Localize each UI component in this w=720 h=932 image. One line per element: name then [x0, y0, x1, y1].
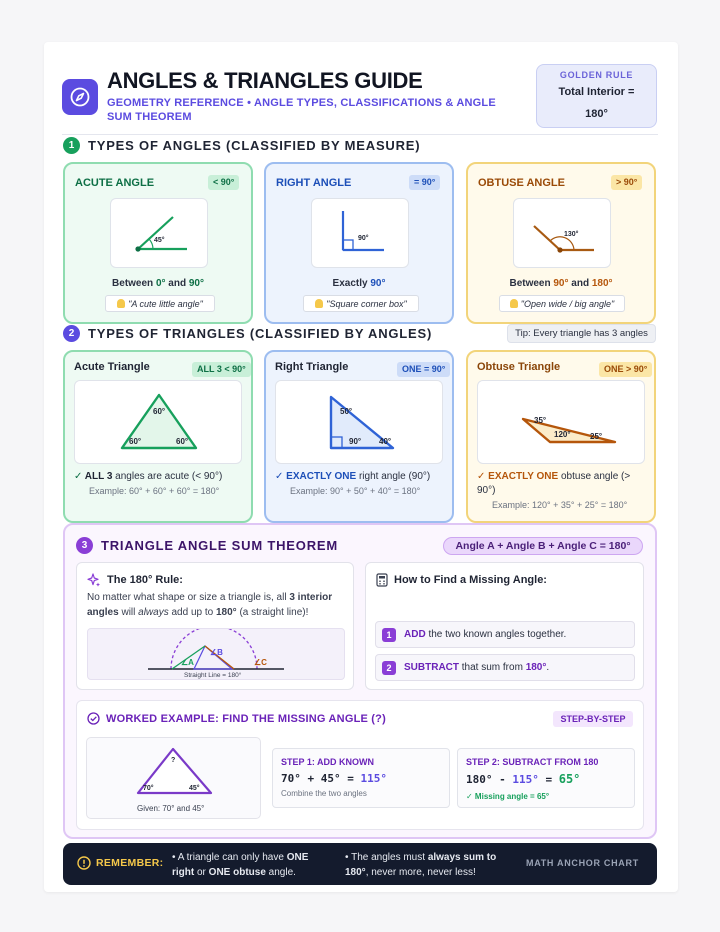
obtuse-angle-card: [466, 162, 656, 324]
obtuse-triangle-diagram: [477, 380, 645, 464]
section1-title: TYPES OF ANGLES (CLASSIFIED BY MEASURE): [88, 138, 421, 153]
right-triangle-diagram: [275, 380, 443, 464]
acute-angle-title: ACUTE ANGLE: [75, 177, 155, 189]
section1-heading: [63, 137, 420, 154]
right-triangle-description: ✓ EXACTLY ONE right angle (90°): [275, 471, 431, 482]
worked-step1-box: [272, 748, 450, 808]
worked-step2-label: STEP 2: SUBTRACT FROM 180: [466, 757, 599, 767]
alert-circle-icon: [77, 856, 91, 870]
straight-line-diagram: [87, 628, 345, 680]
right-triangle-angle-corner: 90°: [349, 437, 362, 446]
acute-angle-card: [63, 162, 253, 324]
obtuse-angle-range: Between 90° and 180°: [509, 278, 613, 289]
acute-triangle-diagram: [74, 380, 242, 464]
right-angle-card: [264, 162, 454, 324]
page-title: ANGLES & TRIANGLES GUIDE: [107, 68, 423, 93]
acute-angle-badge: < 90°: [208, 175, 239, 190]
right-angle-range: Exactly 90°: [332, 278, 386, 289]
remember-bar: [63, 843, 657, 885]
obtuse-angle-diagram: [513, 198, 611, 268]
acute-triangle-description: ✓ ALL 3 angles are acute (< 90°): [74, 471, 223, 482]
section2-title: TYPES OF TRIANGLES (CLASSIFIED BY ANGLES): [88, 326, 433, 341]
straight-line-label: Straight Line = 180°: [184, 672, 242, 679]
acute-angle-range: Between 0° and 90°: [112, 278, 204, 289]
obtuse-triangle-card: [466, 350, 656, 523]
obtuse-triangle-badge: ONE > 90°: [599, 362, 652, 377]
worked-given: Given: 70° and 45°: [137, 804, 205, 813]
worked-angle-70: 70°: [143, 785, 154, 792]
golden-rule-line2: 180°: [585, 108, 608, 120]
obtuse-triangle-description: ✓ EXACTLY ONE obtuse angle (> 90°): [477, 471, 631, 496]
obtuse-triangle-angle-left: 35°: [534, 416, 547, 425]
acute-angle-diagram: [110, 198, 208, 268]
acute-triangle-angle-right: 60°: [176, 437, 189, 446]
step-by-step-badge: STEP-BY-STEP: [553, 711, 633, 727]
anchor-chart-tag: MATH ANCHOR CHART: [526, 858, 639, 868]
right-triangle-example: Example: 90° + 50° + 40° = 180°: [290, 486, 421, 496]
worked-angle-45: 45°: [189, 785, 200, 792]
right-triangle-angle-top: 50°: [340, 407, 353, 416]
page-subtitle: GEOMETRY REFERENCE • ANGLE TYPES, CLASSIFICATIONS & ANGLE SUM THEOREM: [107, 97, 496, 123]
worked-step1-expression: 70° + 45° = 115°: [281, 772, 387, 785]
angle-sum-formula: Angle A + Angle B + Angle C = 180°: [443, 537, 643, 555]
right-triangle-badge: ONE = 90°: [397, 362, 450, 377]
missing-angle-heading: How to Find a Missing Angle:: [376, 573, 547, 587]
check-icon: ✓: [275, 471, 287, 482]
acute-triangle-badge: ALL 3 < 90°: [192, 362, 251, 377]
lightbulb-icon: [510, 299, 518, 308]
missing-step-1: 1 ADD the two known angles together.: [375, 621, 635, 648]
rule-heading: The 180° Rule:: [87, 573, 183, 587]
acute-triangle-card: [63, 350, 253, 523]
acute-angle-note: "A cute little angle": [105, 295, 215, 312]
section2-heading: [63, 325, 432, 342]
worked-step2-expression: 180° - 115° = 65°: [466, 772, 581, 786]
angle-b-label: ∠B: [210, 648, 223, 657]
section3-number: 3: [76, 537, 93, 554]
obtuse-angle-note: "Open wide / big angle": [499, 295, 625, 312]
worked-step2-note: ✓ Missing angle = 65°: [466, 792, 550, 801]
rule-box: [76, 562, 354, 690]
acute-angle-measure: 45°: [154, 237, 165, 244]
worked-triangle-diagram: [86, 737, 261, 819]
acute-triangle-angle-top: 60°: [153, 407, 166, 416]
right-triangle-title: Right Triangle: [275, 361, 349, 373]
obtuse-angle-title: OBTUSE ANGLE: [478, 177, 565, 189]
right-angle-badge: = 90°: [409, 175, 440, 190]
right-triangle-card: [264, 350, 454, 523]
calculator-icon: [376, 573, 388, 587]
worked-step1-note: Combine the two angles: [281, 789, 367, 798]
golden-rule-box: [536, 64, 657, 128]
obtuse-triangle-title: Obtuse Triangle: [477, 361, 561, 373]
section3-heading: [76, 537, 338, 554]
obtuse-triangle-angle-bottom: 120°: [554, 430, 571, 439]
lightbulb-icon: [117, 299, 125, 308]
section1-number: 1: [63, 137, 80, 154]
acute-triangle-title: Acute Triangle: [74, 361, 150, 373]
right-angle-title: RIGHT ANGLE: [276, 177, 352, 189]
remember-point-2: • The angles must always sum to 180°, never more, never less!: [345, 852, 497, 878]
triangle-tip: Tip: Every triangle has 3 angles: [507, 324, 656, 343]
angle-c-label: ∠C: [254, 658, 267, 667]
obtuse-triangle-angle-right: 25°: [590, 432, 603, 441]
remember-label: REMEMBER:: [77, 856, 163, 870]
worked-missing-angle: ?: [171, 757, 176, 764]
obtuse-angle-measure: 130°: [564, 231, 579, 238]
section2-number: 2: [63, 325, 80, 342]
golden-rule-label: GOLDEN RULE: [559, 70, 634, 80]
right-angle-measure: 90°: [358, 235, 369, 242]
lightbulb-icon: [315, 299, 323, 308]
obtuse-triangle-example: Example: 120° + 35° + 25° = 180°: [492, 500, 628, 510]
header-divider: [62, 134, 658, 135]
compass-logo-icon: [62, 79, 98, 115]
sparkles-icon: [87, 573, 101, 587]
check-circle-icon: [87, 712, 100, 725]
right-triangle-angle-right: 40°: [379, 437, 392, 446]
check-icon: ✓: [477, 471, 489, 482]
obtuse-angle-badge: > 90°: [611, 175, 642, 190]
worked-step1-label: STEP 1: ADD KNOWN: [281, 757, 375, 767]
section3-title: TRIANGLE ANGLE SUM THEOREM: [101, 538, 338, 553]
worked-example-heading: WORKED EXAMPLE: FIND THE MISSING ANGLE (?): [87, 712, 386, 725]
right-angle-diagram: [311, 198, 409, 268]
acute-triangle-angle-left: 60°: [129, 437, 142, 446]
worked-step2-box: [457, 748, 635, 808]
remember-point-1: • A triangle can only have ONE right or ONE obtuse angle.: [172, 852, 309, 878]
check-icon: ✓: [74, 471, 85, 482]
missing-step-2: 2 SUBTRACT that sum from 180°.: [375, 654, 635, 681]
acute-triangle-example: Example: 60° + 60° + 60° = 180°: [89, 486, 220, 496]
golden-rule-line1: Total Interior =: [558, 86, 635, 98]
rule-paragraph: No matter what shape or size a triangle is, all 3 interior angles will always add up to 180° (a straight line)!: [87, 592, 333, 618]
angle-a-label: ∠A: [181, 658, 194, 667]
right-angle-note: "Square corner box": [303, 295, 419, 312]
